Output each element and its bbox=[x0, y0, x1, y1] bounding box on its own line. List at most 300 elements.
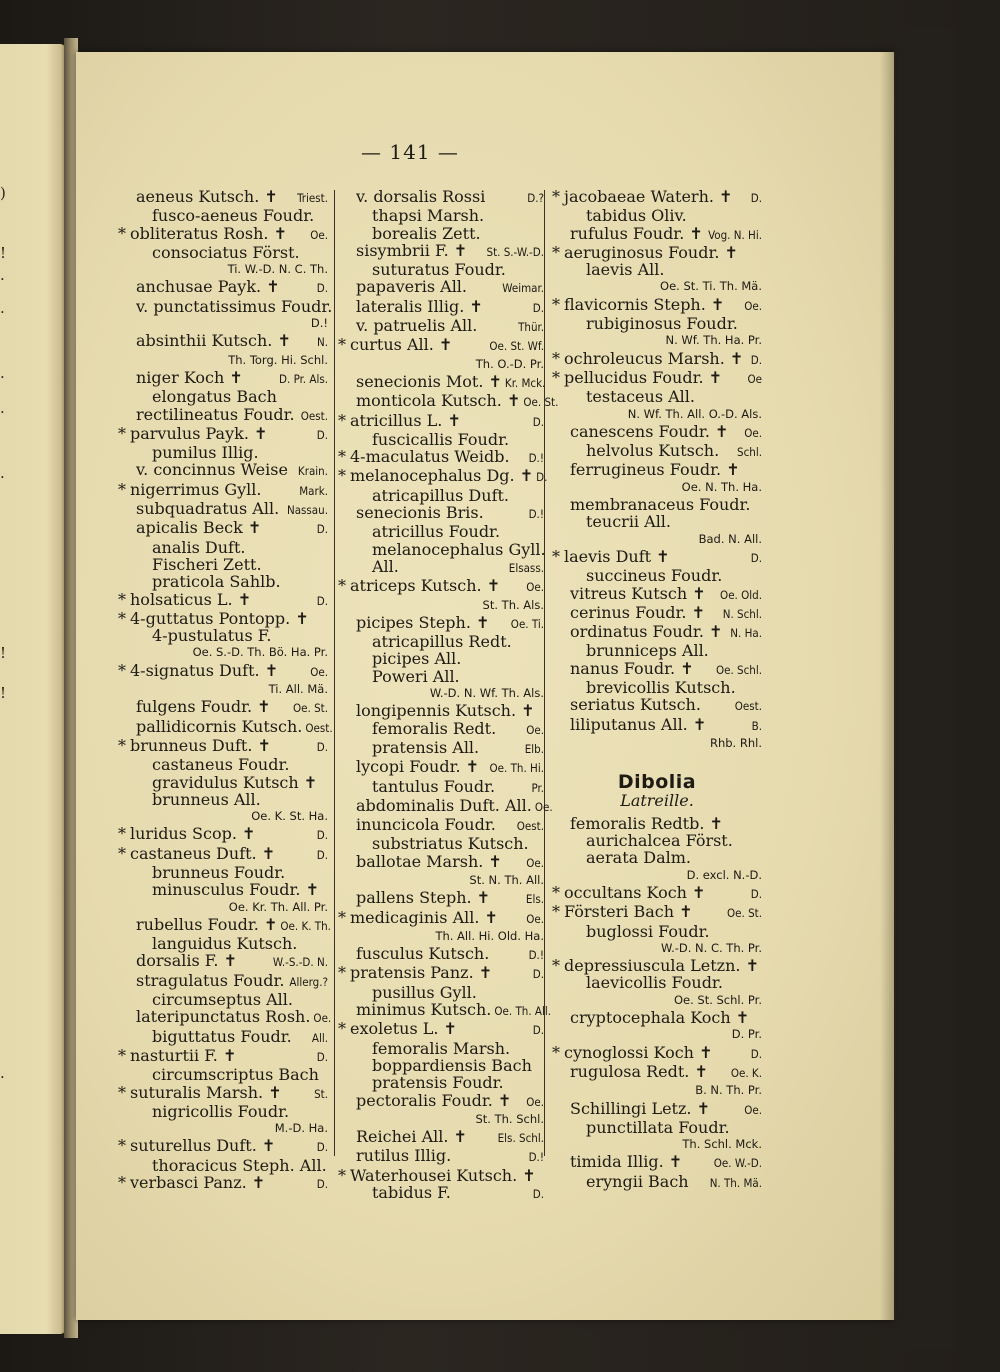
locality: Schl. bbox=[737, 445, 762, 460]
species-entry bbox=[552, 188, 762, 207]
book-cover-edge bbox=[896, 30, 956, 1350]
species-name: picipes Steph. ✝ bbox=[356, 612, 490, 632]
species-name: suturatus Foudr. bbox=[372, 260, 506, 280]
species-entry bbox=[118, 1103, 328, 1120]
locality: Oe. St. Wf. bbox=[489, 339, 544, 354]
locality-line: Bad. N. All. bbox=[698, 531, 762, 546]
species-entry bbox=[552, 261, 762, 278]
species-entry bbox=[118, 737, 328, 756]
locality: D.! bbox=[528, 1150, 544, 1165]
species-entry bbox=[338, 778, 544, 797]
species-name: subquadratus All. bbox=[136, 499, 280, 519]
locality-line: Ti. W.-D. N. C. Th. bbox=[227, 262, 328, 277]
species-entry bbox=[552, 716, 762, 735]
locality-line: Rhb. Rhl. bbox=[709, 735, 762, 750]
species-name: niger Koch ✝ bbox=[136, 367, 243, 387]
locality: Oe. bbox=[526, 855, 544, 870]
species-name: circumscriptus Bach bbox=[152, 1065, 319, 1085]
species-entry bbox=[552, 1173, 762, 1192]
species-entry bbox=[338, 1167, 544, 1184]
locality: D. bbox=[532, 414, 544, 429]
asterisk-mark: * bbox=[118, 223, 126, 243]
species-name: monticola Kutsch. ✝ bbox=[356, 391, 521, 411]
locality: Oe. bbox=[310, 664, 328, 679]
species-entry bbox=[552, 815, 762, 832]
species-name: ordinatus Foudr. ✝ bbox=[570, 622, 723, 642]
species-entry bbox=[552, 1119, 762, 1136]
locality: D. bbox=[750, 550, 762, 565]
species-name: tantulus Foudr. bbox=[372, 776, 496, 796]
species-entry bbox=[118, 556, 328, 573]
species-name: pellucidus Foudr. ✝ bbox=[564, 367, 723, 387]
species-name: lateripunctatus Rosh. bbox=[136, 1007, 311, 1027]
species-entry bbox=[118, 662, 328, 681]
species-name: praticola Sahlb. bbox=[152, 572, 281, 592]
species-name: stragulatus Foudr. bbox=[136, 970, 285, 990]
genus-entries bbox=[552, 815, 762, 1192]
species-entry bbox=[118, 1007, 332, 1027]
species-name: flavicornis Steph. ✝ bbox=[564, 294, 725, 314]
species-entry bbox=[118, 845, 328, 864]
species-name: canescens Foudr. ✝ bbox=[570, 421, 729, 441]
locality: Oe. bbox=[313, 1011, 332, 1026]
species-entry bbox=[552, 296, 762, 315]
species-entry bbox=[552, 442, 762, 461]
locality-line: Oe. St. Schl. Pr. bbox=[673, 992, 762, 1007]
species-name: v. punctatissimus Foudr. bbox=[136, 296, 333, 316]
locality: Oe. bbox=[744, 1102, 762, 1117]
locality: D. bbox=[316, 593, 328, 608]
locality: Elsass. bbox=[508, 560, 544, 575]
page-number: — 141 — bbox=[361, 140, 459, 164]
species-entry bbox=[552, 679, 762, 696]
species-entry bbox=[118, 207, 328, 224]
asterisk-mark: * bbox=[118, 735, 126, 755]
species-name: liliputanus All. ✝ bbox=[570, 714, 707, 734]
species-name: atricillus Foudr. bbox=[372, 522, 501, 542]
species-name: anchusae Payk. ✝ bbox=[136, 277, 280, 297]
species-entry bbox=[552, 884, 762, 903]
species-entry bbox=[118, 388, 328, 405]
locality: Oe. K. bbox=[730, 1065, 762, 1080]
asterisk-mark: * bbox=[118, 479, 126, 499]
species-name: absinthii Kutsch. ✝ bbox=[136, 331, 291, 351]
prev-page-mark: . bbox=[0, 364, 5, 382]
species-entry bbox=[338, 487, 544, 504]
species-entry bbox=[118, 369, 328, 388]
locality: Mark. bbox=[299, 483, 328, 498]
species-name: rubiginosus Foudr. bbox=[586, 314, 738, 334]
species-name: pratensis Panz. ✝ bbox=[350, 963, 493, 983]
species-name: sisymbrii F. ✝ bbox=[356, 240, 468, 260]
species-entry bbox=[118, 519, 328, 538]
species-entry bbox=[118, 444, 328, 461]
species-entry bbox=[118, 774, 328, 791]
species-entry bbox=[552, 923, 762, 940]
species-entry bbox=[552, 1009, 762, 1026]
asterisk-mark: * bbox=[338, 410, 346, 430]
locality: D. bbox=[750, 352, 762, 367]
asterisk-mark: * bbox=[118, 423, 126, 443]
locality: D. bbox=[536, 470, 548, 485]
locality: Allerg.? bbox=[289, 974, 328, 989]
species-name: v. patruelis All. bbox=[356, 316, 478, 336]
locality-line: B. N. Th. Pr. bbox=[695, 1083, 762, 1098]
species-name: laevis Duft ✝ bbox=[564, 546, 670, 566]
locality: Weimar. bbox=[502, 281, 544, 296]
locality: Oe. Ti. bbox=[510, 616, 544, 631]
species-name: verbasci Panz. ✝ bbox=[130, 1173, 266, 1193]
locality: Oe. W.-D. bbox=[713, 1156, 762, 1171]
species-entry bbox=[338, 261, 544, 278]
species-name: cerinus Foudr. ✝ bbox=[570, 602, 705, 622]
species-entry bbox=[552, 207, 762, 224]
column-3 bbox=[552, 188, 762, 1192]
species-name: boppardiensis Bach bbox=[372, 1055, 532, 1075]
species-entry bbox=[552, 696, 762, 715]
species-entry bbox=[338, 466, 548, 486]
locality: Oe. bbox=[526, 722, 544, 737]
asterisk-mark: * bbox=[338, 1165, 346, 1185]
species-entry bbox=[338, 504, 544, 523]
locality: Oe. bbox=[534, 799, 553, 814]
locality: St. bbox=[314, 1086, 328, 1101]
species-entry bbox=[338, 1040, 544, 1057]
species-entry bbox=[552, 1100, 762, 1119]
species-entry bbox=[338, 633, 544, 650]
species-name: buglossi Foudr. bbox=[586, 921, 710, 941]
species-name: 4-pustulatus F. bbox=[152, 626, 272, 646]
species-name: castaneus Duft. ✝ bbox=[130, 843, 276, 863]
locality-line: Oe. S.-D. Th. Bö. Ha. Pr. bbox=[192, 645, 328, 660]
species-name: brunniceps All. bbox=[586, 641, 709, 661]
species-name: papaveris All. bbox=[356, 277, 468, 297]
species-name: senecionis Bris. bbox=[356, 503, 484, 523]
species-entry bbox=[552, 1044, 762, 1063]
species-name: minimus Kutsch. bbox=[356, 1000, 492, 1020]
species-name: dorsalis F. ✝ bbox=[136, 951, 237, 971]
species-entry bbox=[552, 832, 762, 849]
species-name: borealis Zett. bbox=[372, 223, 481, 243]
species-entry bbox=[118, 425, 328, 444]
species-entry bbox=[338, 668, 544, 685]
species-entry bbox=[118, 716, 333, 737]
species-entry bbox=[338, 412, 544, 431]
species-name: pallens Steph. ✝ bbox=[356, 888, 491, 908]
prev-page-mark: ) bbox=[0, 184, 6, 202]
asterisk-mark: * bbox=[118, 608, 126, 628]
locality: N. bbox=[316, 335, 328, 350]
species-entry bbox=[552, 903, 762, 922]
locality-line: St. Th. Als. bbox=[482, 597, 544, 612]
species-entry bbox=[338, 739, 544, 758]
species-entry bbox=[552, 604, 762, 623]
species-name: ballotae Marsh. ✝ bbox=[356, 851, 502, 871]
asterisk-mark: * bbox=[338, 1019, 346, 1039]
species-name: holsaticus L. ✝ bbox=[130, 589, 252, 609]
asterisk-mark: * bbox=[552, 348, 560, 368]
species-name: inuncicola Foudr. bbox=[356, 815, 496, 835]
species-entry bbox=[552, 548, 762, 567]
locality: Oe. Old. bbox=[720, 587, 762, 602]
species-name: brunneus Duft. ✝ bbox=[130, 735, 271, 755]
species-name: rugulosa Redt. ✝ bbox=[570, 1061, 708, 1081]
species-name: nigerrimus Gyll. bbox=[130, 479, 262, 499]
species-entry bbox=[118, 244, 328, 261]
species-name: nanus Foudr. ✝ bbox=[570, 658, 694, 678]
species-name: teucrii All. bbox=[586, 512, 672, 532]
prev-page-mark: ! bbox=[0, 244, 7, 262]
species-name: femoralis Marsh. bbox=[372, 1038, 511, 1058]
species-name: succineus Foudr. bbox=[586, 566, 723, 586]
locality: Oe. K. Th. bbox=[280, 918, 331, 933]
species-name: pusillus Gyll. bbox=[372, 982, 477, 1002]
species-entry bbox=[338, 577, 544, 596]
species-name: thoracicus Steph. All. bbox=[152, 1155, 327, 1175]
species-name: pumilus Illig. bbox=[152, 443, 259, 463]
species-entry bbox=[118, 406, 328, 425]
species-name: obliteratus Rosh. ✝ bbox=[130, 223, 287, 243]
asterisk-mark: * bbox=[338, 447, 346, 467]
locality: D. bbox=[750, 886, 762, 901]
locality: D. bbox=[316, 522, 328, 537]
species-name: helvolus Kutsch. bbox=[586, 441, 720, 461]
asterisk-mark: * bbox=[552, 1042, 560, 1062]
species-name: laevis All. bbox=[586, 260, 665, 280]
species-name: suturalis Marsh. ✝ bbox=[130, 1082, 282, 1102]
species-entry bbox=[338, 795, 553, 816]
species-name: lycopi Foudr. ✝ bbox=[356, 757, 480, 777]
species-entry bbox=[338, 835, 544, 852]
locality: D. Pr. Als. bbox=[279, 371, 328, 386]
species-name: nasturtii F. ✝ bbox=[130, 1045, 237, 1065]
species-entry bbox=[338, 317, 544, 336]
locality: Els. bbox=[525, 892, 544, 907]
species-name: pratensis Foudr. bbox=[372, 1073, 504, 1093]
asterisk-mark: * bbox=[118, 1082, 126, 1102]
species-name: rutilus Illig. bbox=[356, 1146, 452, 1166]
asterisk-mark: * bbox=[552, 294, 560, 314]
locality-line: St. N. Th. All. bbox=[469, 872, 544, 887]
locality-line: D. excl. N.-D. bbox=[686, 867, 762, 882]
species-entry bbox=[338, 1147, 544, 1166]
species-name: tabidus F. bbox=[372, 1183, 451, 1203]
locality: St. S.-W.-D. bbox=[486, 244, 544, 259]
species-entry bbox=[338, 558, 544, 577]
species-name: biguttatus Foudr. bbox=[152, 1026, 292, 1046]
locality: D. bbox=[316, 739, 328, 754]
asterisk-mark: * bbox=[118, 1173, 126, 1193]
species-name: occultans Koch ✝ bbox=[564, 882, 706, 902]
species-name: brevicollis Kutsch. bbox=[586, 678, 736, 698]
species-name: elongatus Bach bbox=[152, 387, 277, 407]
species-entry bbox=[338, 964, 544, 983]
previous-page-edge bbox=[0, 44, 66, 1334]
locality: All. bbox=[311, 1030, 328, 1045]
asterisk-mark: * bbox=[338, 335, 346, 355]
locality: Thür. bbox=[518, 320, 544, 335]
species-name: 4-guttatus Pontopp. ✝ bbox=[130, 608, 309, 628]
locality: D. bbox=[316, 281, 328, 296]
species-name: 4-signatus Duft. ✝ bbox=[130, 660, 279, 680]
locality-line: St. Th. Schl. bbox=[475, 1111, 544, 1126]
species-name: fuscicallis Foudr. bbox=[372, 429, 510, 449]
species-entry bbox=[552, 642, 762, 659]
asterisk-mark: * bbox=[552, 882, 560, 902]
species-entry bbox=[118, 573, 328, 590]
locality-line: Oe. St. Ti. Th. Mä. bbox=[660, 279, 762, 294]
locality-line: Th. Schl. Mck. bbox=[682, 1137, 762, 1152]
species-name: fusculus Kutsch. bbox=[356, 944, 490, 964]
species-name: thapsi Marsh. bbox=[372, 206, 485, 226]
species-entry bbox=[338, 523, 544, 540]
species-name: All. bbox=[372, 556, 399, 576]
species-entry bbox=[552, 660, 762, 679]
species-entry bbox=[118, 791, 328, 808]
species-entry bbox=[118, 610, 328, 627]
species-name: abdominalis Duft. All. bbox=[356, 795, 532, 815]
species-name: eryngii Bach bbox=[586, 1171, 689, 1191]
species-entry bbox=[338, 614, 544, 633]
locality: Oe. Schl. bbox=[715, 662, 762, 677]
locality: D.! bbox=[528, 507, 544, 522]
species-name: languidus Kutsch. bbox=[152, 934, 298, 954]
locality: D. bbox=[316, 1049, 328, 1064]
species-entry bbox=[338, 1184, 544, 1203]
species-name: Schillingi Letz. ✝ bbox=[570, 1098, 710, 1118]
species-name: v. concinnus Weise bbox=[136, 460, 288, 480]
species-name: aeruginosus Foudr. ✝ bbox=[564, 242, 738, 262]
locality: D. bbox=[532, 967, 544, 982]
species-name: pectoralis Foudr. ✝ bbox=[356, 1090, 512, 1110]
species-name: exoletus L. ✝ bbox=[350, 1019, 457, 1039]
locality: Oe. St. bbox=[727, 906, 762, 921]
species-entry bbox=[338, 207, 544, 224]
column-3-entries bbox=[552, 188, 762, 752]
prev-page-mark: . bbox=[0, 399, 5, 417]
locality: Oe bbox=[747, 371, 762, 386]
species-name: v. dorsalis Rossi bbox=[356, 187, 486, 206]
species-entry bbox=[118, 1174, 328, 1193]
species-entry bbox=[552, 623, 762, 642]
locality: D. bbox=[750, 191, 762, 205]
locality: N. Th. Mä. bbox=[709, 1175, 762, 1190]
species-name: melanocephalus Gyll. bbox=[372, 539, 546, 559]
locality: Oe. Th. All. bbox=[494, 1004, 552, 1019]
species-name: fusco-aeneus Foudr. bbox=[152, 206, 315, 226]
asterisk-mark: * bbox=[118, 589, 126, 609]
page-edge-shadow bbox=[880, 52, 896, 1320]
species-entry bbox=[552, 350, 762, 369]
species-entry bbox=[338, 1092, 544, 1111]
asterisk-mark: * bbox=[552, 242, 560, 262]
species-entry bbox=[118, 1066, 328, 1083]
species-entry bbox=[552, 315, 762, 332]
column-1 bbox=[118, 187, 333, 1193]
species-name: testaceus All. bbox=[586, 387, 695, 407]
species-entry bbox=[338, 909, 544, 928]
species-name: pratensis All. bbox=[372, 737, 480, 757]
species-entry bbox=[118, 1047, 328, 1066]
locality: Oe. St. bbox=[293, 701, 328, 716]
species-entry bbox=[338, 720, 544, 739]
species-name: Poweri All. bbox=[372, 666, 460, 686]
species-name: ochroleucus Marsh. ✝ bbox=[564, 348, 744, 368]
species-name: nigricollis Foudr. bbox=[152, 1101, 290, 1121]
locality: N. Ha. bbox=[730, 626, 762, 641]
species-entry bbox=[118, 1157, 328, 1174]
prev-page-mark: . bbox=[0, 464, 5, 482]
species-name: consociatus Först. bbox=[152, 242, 300, 262]
locality: Krain. bbox=[297, 464, 328, 479]
species-name: timida Illig. ✝ bbox=[570, 1152, 683, 1172]
species-name: atriceps Kutsch. ✝ bbox=[350, 576, 501, 596]
locality-line: Oe. K. St. Ha. bbox=[251, 809, 328, 824]
species-name: fulgens Foudr. ✝ bbox=[136, 697, 271, 717]
species-entry bbox=[552, 974, 762, 991]
species-name: longipennis Kutsch. ✝ bbox=[356, 701, 535, 721]
species-entry bbox=[552, 244, 762, 261]
species-entry bbox=[118, 461, 328, 480]
species-name: brunneus Foudr. bbox=[152, 862, 286, 882]
species-entry bbox=[338, 336, 544, 355]
species-entry bbox=[118, 332, 328, 351]
species-entry bbox=[552, 369, 762, 388]
species-name: apicalis Beck ✝ bbox=[136, 518, 262, 538]
locality: Nassau. bbox=[286, 503, 328, 518]
species-name: pallidicornis Kutsch. bbox=[136, 716, 303, 736]
species-entry bbox=[552, 496, 762, 513]
locality: D. bbox=[316, 427, 328, 442]
species-entry bbox=[552, 225, 762, 244]
species-name: seriatus Kutsch. bbox=[570, 695, 701, 715]
asterisk-mark: * bbox=[118, 824, 126, 844]
locality: D. bbox=[750, 1046, 762, 1061]
asterisk-mark: * bbox=[552, 367, 560, 387]
locality: D.! bbox=[528, 451, 544, 466]
species-name: femoralis Redtb. ✝ bbox=[570, 813, 723, 833]
species-entry bbox=[338, 391, 559, 411]
species-entry bbox=[118, 952, 328, 971]
species-name: 4-maculatus Weidb. bbox=[350, 447, 510, 467]
species-entry bbox=[338, 278, 544, 297]
species-entry bbox=[338, 1057, 544, 1074]
locality: Oe. bbox=[744, 425, 762, 440]
species-name: cryptocephala Koch ✝ bbox=[570, 1008, 750, 1028]
species-entry bbox=[118, 481, 328, 500]
locality: Els. Schl. bbox=[497, 1131, 544, 1146]
species-entry bbox=[338, 758, 544, 777]
species-entry bbox=[118, 935, 328, 952]
species-name: rubellus Foudr. ✝ bbox=[136, 914, 278, 934]
species-name: tabidus Oliv. bbox=[586, 206, 687, 226]
species-entry bbox=[118, 972, 328, 991]
locality: Oe. bbox=[526, 911, 544, 926]
locality: D.? bbox=[527, 191, 544, 205]
species-name: atricillus L. ✝ bbox=[350, 410, 461, 430]
species-name: depressiuscula Letzn. ✝ bbox=[564, 956, 759, 976]
species-entry bbox=[118, 991, 328, 1008]
species-entry bbox=[118, 500, 328, 519]
species-entry bbox=[338, 188, 544, 207]
species-entry bbox=[338, 1020, 544, 1039]
species-name: suturellus Duft. ✝ bbox=[130, 1136, 276, 1156]
species-entry bbox=[118, 225, 328, 244]
species-name: cynoglossi Koch ✝ bbox=[564, 1042, 713, 1062]
species-entry bbox=[118, 756, 328, 773]
species-name: medicaginis All. ✝ bbox=[350, 907, 498, 927]
species-name: aerata Dalm. bbox=[586, 848, 691, 868]
